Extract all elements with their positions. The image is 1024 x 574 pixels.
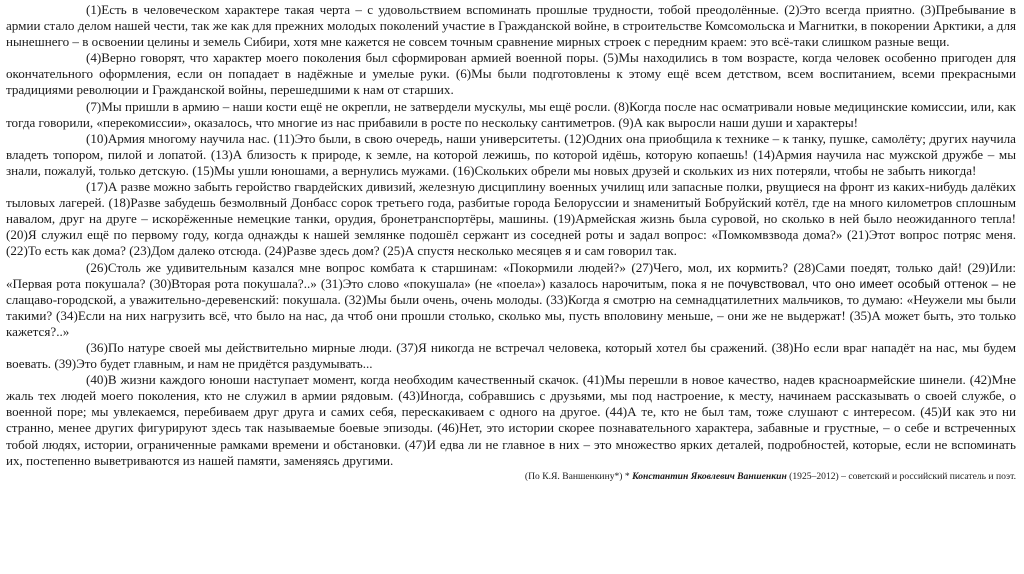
paragraph-text: (26)Столь же удивительным казался мне вопрос комбата к старшинам: «Покормили людей?» (27)Чего, мол, их кормить? (28)Сами поедят, только дай! (29)Или: «Первая рота покушала? (30)Вторая рота покушала?..» (31)Это слово «покушала» (не «поела») казалось нарочитым, пока я не — [6, 259, 1016, 291]
paragraph-text: (10)Армия многому научила нас. (11)Это были, в свою очередь, наши университеты. (12)Одних она приобщила к технике – к танку, пушке, самолёту; других научила владеть топором, пилой и лопатой. (13)А близость к природе, к земле, на которой лежишь, по которой идёшь, которую копаешь! (14)Армия научила нас мужской дружбе – мы знали, пожалуй, только детскую. (15)Мы ушли юношами, а вернулись мужами. (16)Скольких обрели мы новых друзей и скольких из них потеряли, чтобы не забыть никогда! — [6, 130, 1016, 178]
emphasized-fragment: почувствовал, что оно имеет особый оттенок – не — [727, 276, 1016, 291]
source-text: (1925–2012) – советский и российский писатель и поэт. — [786, 470, 1016, 482]
paragraph-text: (4)Верно говорят, что характер моего поколения был сформирован армией военной поры. (5)Мы находились в том возрасте, когда человек особенно пригоден для окончательного оформления, если он попадает в надёжные и умелые руки. (6)Мы были подготовлены к этому ещё всем детством, всем воспитанием, всеми прекрасными традициями революции и Гражданской войны, перешедшими к нам от старших. — [6, 50, 1016, 98]
text-paragraph — [6, 50, 1016, 98]
source-text: (По К.Я. Ваншенкину*) * — [524, 470, 633, 482]
source-attribution — [6, 470, 1016, 483]
paragraph-text: слащаво-городской, а уважительно-деревенский: покушала. (32)Мы были очень, очень молоды. (33)Когда я смотрю на семнадцатилетних мальчиков, то думаю: «Неужели мы были такими? (34)Если на них нагрузить всё, что было на нас, да чтоб они прошли столько, сколько мы, пусть вполовину меньше, – они же не выдержат! (35)А может быть, это только кажется?..» — [6, 291, 1016, 339]
author-name: Константин Яковлевич Ваншенкин — [632, 470, 787, 482]
text-paragraph — [6, 2, 1016, 50]
paragraph-text: (36)По натуре своей мы действительно мирные люди. (37)Я никогда не встречал человека, который хотел бы сражений. (38)Но если враг нападёт на нас, мы будем воевать. (39)Это будет главным, и нам не придётся раздумывать... — [6, 339, 1016, 372]
text-paragraph — [6, 179, 1016, 259]
text-paragraph — [6, 99, 1016, 131]
paragraph-text: (1)Есть в человеческом характере такая черта – с удовольствием вспоминать прошлые трудности, тобой преодолённые. (2)Это всегда приятно. (3)Пребывание в армии стало делом нашей чести, так же как для прежних молодых поколений участие в Гражданской войне, в строительстве Комсомольска и Магнитки, в покорении Арктики, а для нынешнего – в освоении целины и земель Сибири, хотя мне кажется не совсем точным сравнение мирных строек с передним краем: это всё-таки слишком разные вещи. — [6, 2, 1016, 50]
paragraph-text: (7)Мы пришли в армию – наши кости ещё не окрепли, не затвердели мускулы, мы ещё росли. (8)Когда после нас осматривали новые медицинские комиссии, или, как тогда говорили, «перекомиссии», оказалось, что многие из нас прибавили в росте по нескольку сантиметров. (9)А как выросли наши души и характеры! — [6, 98, 1016, 130]
text-paragraph — [6, 131, 1016, 179]
essay-text — [6, 2, 1016, 572]
text-paragraph — [6, 340, 1016, 372]
paragraph-text: (40)В жизни каждого юноши наступает момент, когда необходим качественный скачок. (41)Мы перешли в новое качество, надев красноармейские шинели. (42)Мне жаль тех людей моего поколения, кто не служил в армии рядовым. (43)Иногда, собравшись с друзьями, мы под настроение, к месту, начинаем рассказывать о своей службе, о военной поре; мы увлекаемся, перебиваем друг друга и самих себя, перескакиваем с одного на другое. (44)А те, кто не был там, тоже слушают с интересом. (45)И как это ни странно, менее других фигурируют здесь так называемые боевые эпизоды. (46)Нет, это истории скорее познавательного характера, забавные и грустные, – о себе и встреченных тобой людях, истории, ограниченные рамками времени и обстановки. (47)И едва ли не главное в них – это множество ярких деталей, подробностей, которые, если не вспоминать их, постепенно выветриваются из нашей памяти, заменяясь другими. — [6, 372, 1016, 468]
text-paragraph — [6, 260, 1016, 340]
paragraph-text: (17)А разве можно забыть геройство гвардейских дивизий, железную дисциплину военных училищ или запасные полки, рвущиеся на фронт из каких-нибудь далёких тыловых лагерей. (18)Разве забудешь безмолвный Донбасс сорок третьего года, разбитые города Белоруссии и знаменитый Бобруйский котёл, где на много километров сплошным навалом, друг на друге – искорёженные немецкие танки, орудия, бронетранспортёры, машины. (19)Армейская жизнь была суровой, но сколько в ней было неожиданного тепла! (20)Я служил ещё по первому году, когда однажды к нашей землянке подошёл сержант из соседней роты и задал вопрос: «Помкомвзвода дома?» (21)Этот вопрос потряс меня. (22)То есть как дома? (23)Дом далеко отсюда. (24)Разве здесь дом? (25)А спустя несколько месяцев я и сам говорил так. — [6, 179, 1016, 259]
text-paragraph — [6, 372, 1016, 469]
